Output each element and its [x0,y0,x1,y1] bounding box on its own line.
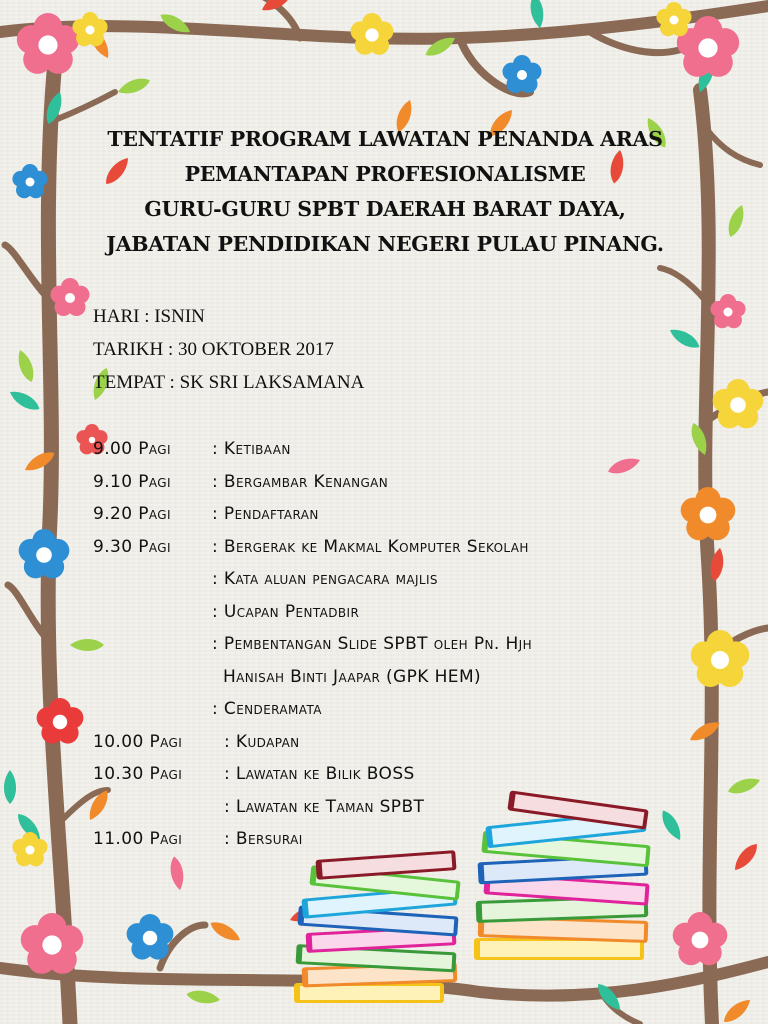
info-tarikh: TARIKH : 30 OKTOBER 2017 [93,339,334,360]
title-line-2: PEMANTAPAN PROFESIONALISME [184,162,586,186]
schedule-activity: : Lawatan ke Bilik BOSS [224,764,415,784]
schedule-activity: : Ucapan Pentadbir [212,601,360,622]
event-info [93,300,364,399]
schedule-activity: : Pendaftaran [212,504,319,524]
schedule-activity: : Bersurai [224,829,303,849]
page-title [60,122,710,262]
schedule-activity: : Ketibaan [212,439,291,459]
schedule-time: 9.00 Pagi [93,439,171,459]
title-line-1: TENTATIF PROGRAM LAWATAN PENANDA ARAS [107,127,663,151]
info-tempat: TEMPAT : SK SRI LAKSAMANA [93,372,365,393]
schedule-time: 9.30 Pagi [93,536,171,557]
schedule-activity: : Kata aluan pengacara majlis [212,569,438,589]
schedule-time: 9.20 Pagi [93,504,171,524]
schedule-activity: : Cenderamata [212,699,322,719]
schedule-time: 9.10 Pagi [93,471,171,492]
schedule-activity: : Lawatan ke Taman SPBT [224,796,425,817]
title-line-3: GURU-GURU SPBT DAERAH BARAT DAYA, [144,197,626,221]
schedule-activity: : Kudapan [224,731,300,752]
title-line-4: JABATAN PENDIDIKAN NEGERI PULAU PINANG. [106,232,664,256]
info-hari: HARI : ISNIN [93,306,205,327]
schedule-activity: : Bergerak ke Makmal Komputer Sekolah [212,536,529,557]
schedule-time: 10.30 Pagi [93,764,183,784]
schedule-activity: : Pembentangan Slide SPBT oleh Pn. Hjh [212,634,533,654]
schedule-activity: : Bergambar Kenangan [212,471,389,492]
schedule-time: 11.00 Pagi [93,829,183,849]
schedule-activity: Hanisah Binti Jaapar (GPK HEM) [223,666,482,687]
schedule-time: 10.00 Pagi [93,731,183,752]
